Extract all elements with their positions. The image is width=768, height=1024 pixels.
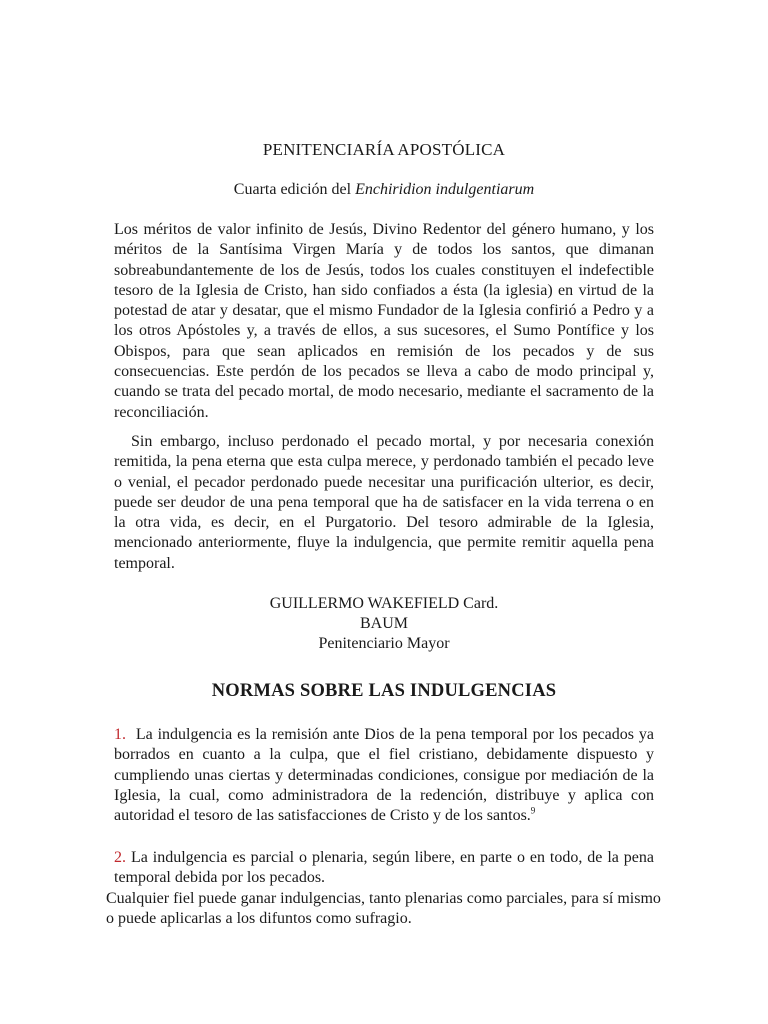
- signature-name: GUILLERMO WAKEFIELD Card.: [269, 595, 499, 612]
- norm-text-2: La indulgencia es parcial o plenaria, según libere, en parte o en todo, de la pena temporal debida por los pecados.: [114, 849, 654, 887]
- section-heading: NORMAS SOBRE LAS INDULGENCIAS: [211, 681, 557, 701]
- norm-continuation: Cualquier fiel puede ganar indulgencias, tanto plenarias como parciales, para sí mismo o puede aplicarlas a los difuntos como sufragio.: [106, 890, 661, 928]
- intro-paragraph-2: Sin embargo, incluso perdonado el pecado mortal, y por necesaria conexión remitida, la pena eterna que esta culpa merece, y perdonado también el pecado leve o venial, el pecador perdonado puede necesitar una purificación ulterior, es decir, puede ser deudor de una pena temporal que ha de satisfacer en la vida terrena o en la otra vida, es decir, en el Purgatorio. Del tesoro admirable de la Iglesia, mencionado anteriormente, fluye la indulgencia, que permite remitir aquella pena temporal.: [114, 433, 654, 572]
- document-subtitle: [0, 181, 768, 199]
- footnote-marker: 9: [530, 805, 536, 816]
- document-title: PENITENCIARÍA APOSTÓLICA: [262, 140, 506, 159]
- intro-paragraph-1: Los méritos de valor infinito de Jesús, Divino Redentor del género humano, y los méritos de la Santísima Virgen María y de todos los santos, que dimanan sobreabundantemente de los de Jesús, todos los cuales constituyen el indefectible tesoro de la Iglesia de Cristo, han sido confiados a ésta (la iglesia) en virtud de la potestad de atar y desatar, que el mismo Fundador de la Iglesia confirió a Pedro y a los otros Apóstoles y, a través de ellos, a sus sucesores, el Sumo Pontífice y los Obispos, para que sean aplicados en remisión de los pecados y de sus consecuencias. Este perdón de los pecados se lleva a cabo de modo principal y, cuando se trata del pecado mortal, de modo necesario, mediante el sacramento de la reconciliación.: [114, 221, 654, 421]
- subtitle-prefix: Cuarta edición del: [233, 181, 356, 198]
- signature-block: [0, 594, 768, 654]
- signature-role: Penitenciario Mayor: [318, 635, 450, 652]
- norm-item-1: [114, 725, 654, 826]
- norm-number-1: 1.: [114, 726, 126, 743]
- subtitle-book-title: Enchiridion indulgentiarum: [355, 181, 535, 198]
- norm-number-2: 2.: [114, 849, 126, 866]
- norm-item-2: [114, 848, 654, 889]
- norm-text-1: La indulgencia es la remisión ante Dios de la pena temporal por los pecados ya borrados en cuanto a la culpa, que el fiel cristiano, debidamente dispuesto y cumpliendo unas ciertas y determinadas condiciones, consigue por mediación de la Iglesia, la cual, como administradora de la redención, distribuye y aplica con autoridad el tesoro de las satisfacciones de Cristo y de los santos.: [114, 726, 655, 825]
- signature-surname: BAUM: [359, 615, 408, 632]
